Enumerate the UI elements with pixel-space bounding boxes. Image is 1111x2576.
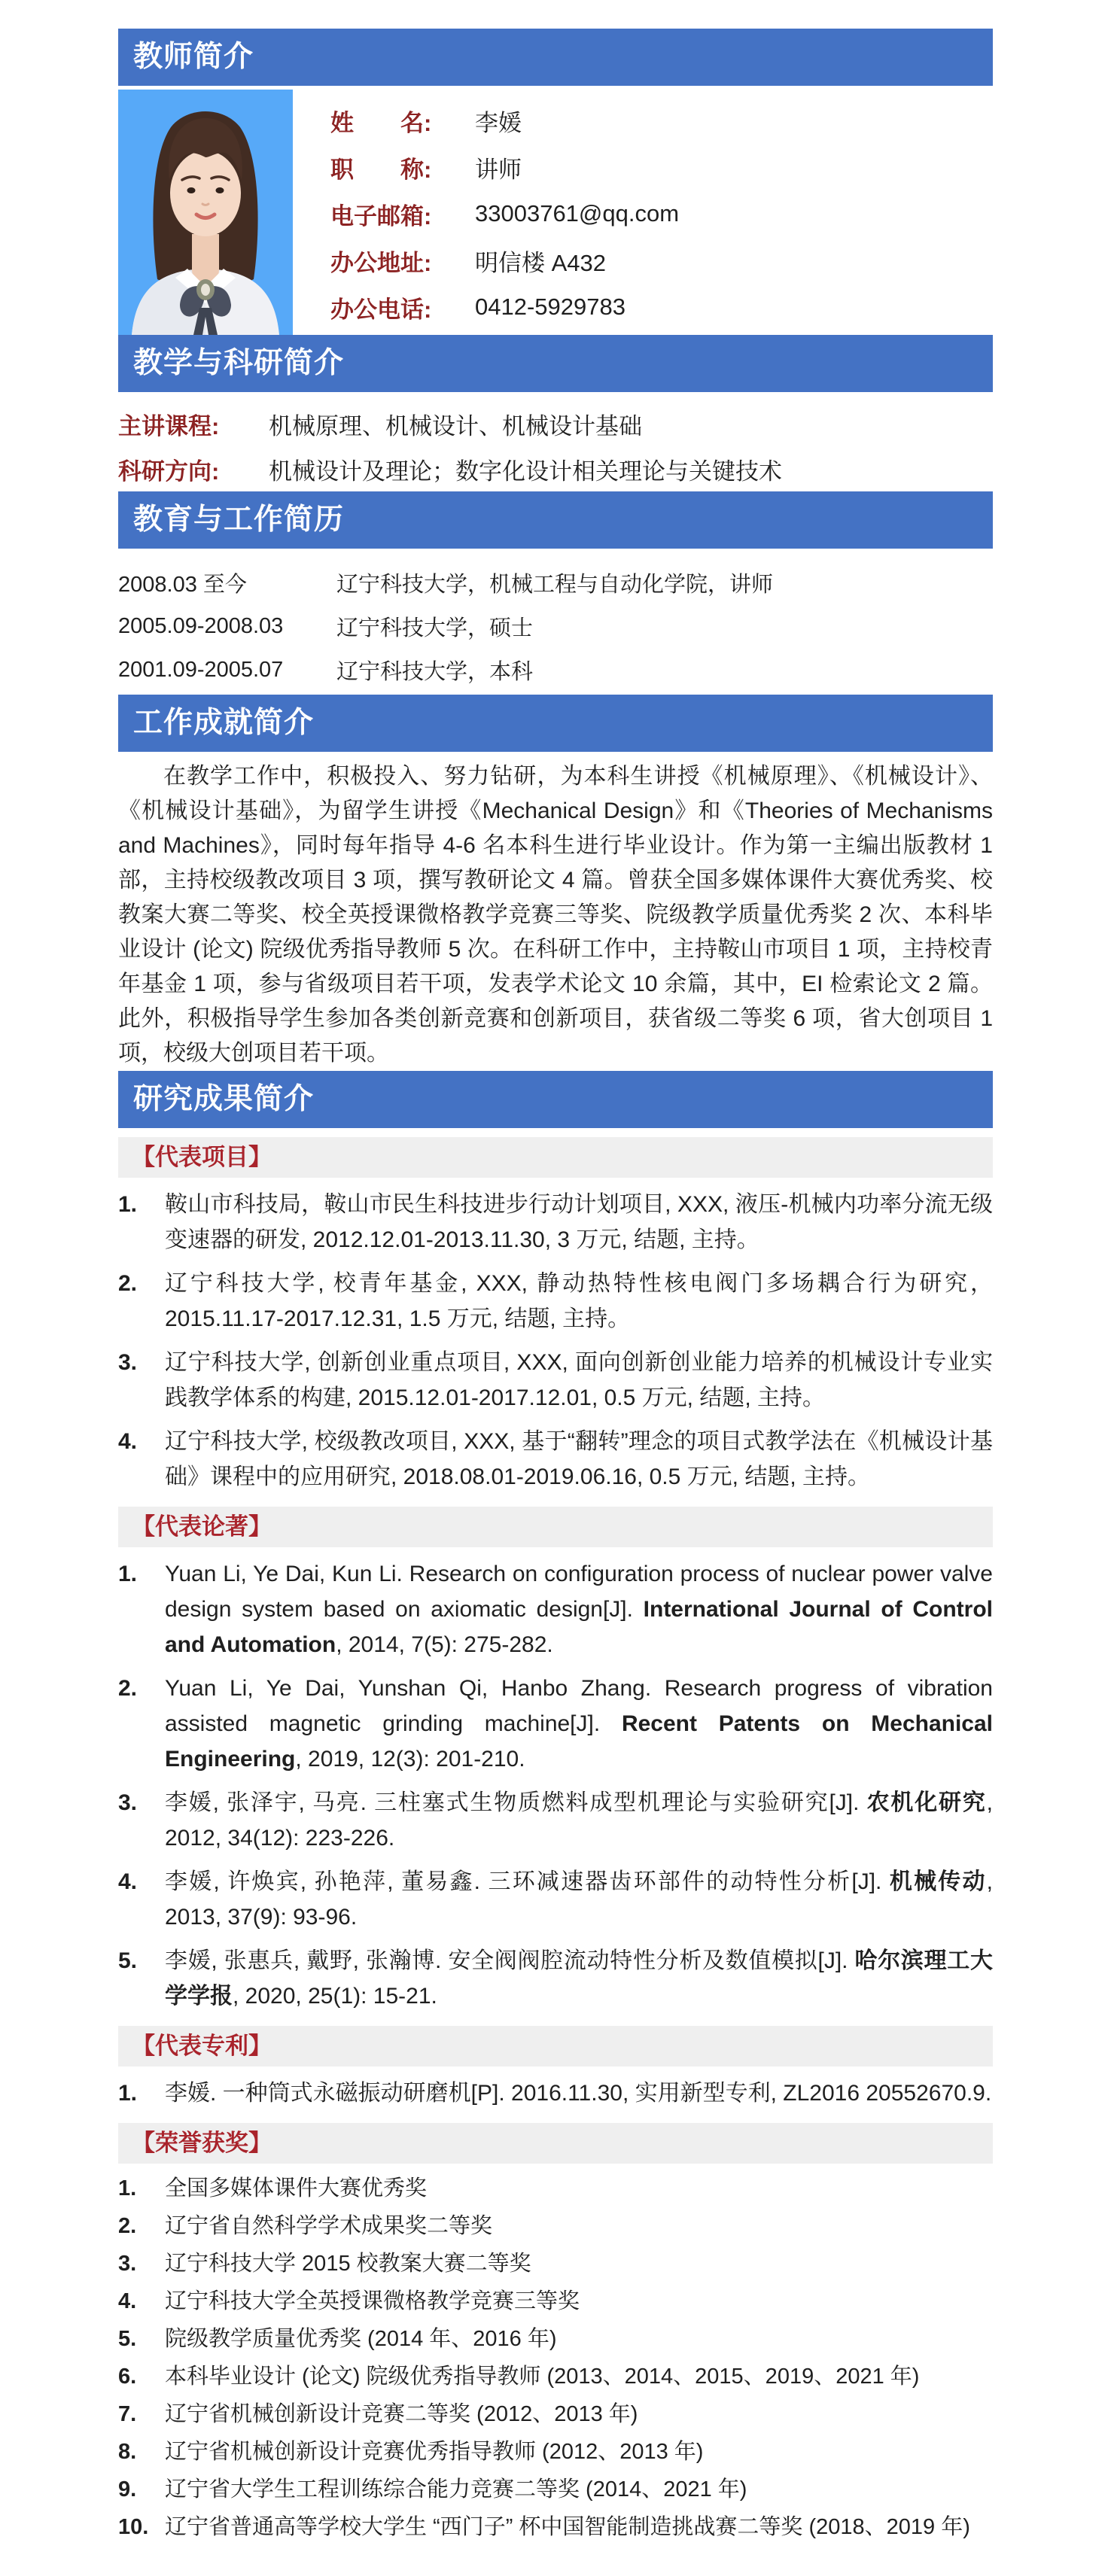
portrait-photo-image xyxy=(118,90,293,335)
paper-item-pages: , 2012, 34(12): 223-226. xyxy=(165,1790,993,1851)
profile-field-label: 办公电话: xyxy=(330,296,432,323)
section-bar-teacher-intro xyxy=(118,29,993,86)
paper-item-pages: , 2014, 7(5): 275-282. xyxy=(336,1632,553,1657)
award-item xyxy=(118,2433,993,2471)
paper-item-citation: 李媛, 张惠兵, 戴野, 张瀚博. 安全阀阀腔流动特性分析及数值模拟[J]. xyxy=(165,1948,855,1973)
profile-field-row xyxy=(330,237,993,284)
teaching-row xyxy=(118,446,993,491)
profile-field-label: 职 称: xyxy=(330,156,432,183)
award-item-text: 辽宁省机械创新设计竞赛二等奖 (2012、2013 年) xyxy=(165,2402,638,2426)
paper-item-number: 5. xyxy=(118,1948,138,1973)
section-bar-research-achievement xyxy=(118,1071,993,1128)
paper-item-citation: Yuan Li, Ye Dai, Kun Li. Research on configuration process of nuclear power valve design system based on axiomatic design[J]. xyxy=(165,1562,993,1622)
education-row xyxy=(118,648,993,692)
award-item-number: 5. xyxy=(118,2327,137,2351)
award-item-number: 6. xyxy=(118,2365,137,2389)
section-bar-teaching-research xyxy=(118,335,993,392)
award-item-text: 本科毕业设计 (论文) 院级优秀指导教师 (2013、2014、2015、2019、2021 年) xyxy=(165,2365,920,2389)
award-item xyxy=(118,2245,993,2283)
education-row xyxy=(118,561,993,604)
education-period: 2001.09-2005.07 xyxy=(118,657,284,682)
paper-item-number: 2. xyxy=(118,1676,138,1701)
paper-item-number: 3. xyxy=(118,1790,138,1815)
award-item-number: 9. xyxy=(118,2477,137,2501)
paper-item-number: 1. xyxy=(118,1562,138,1586)
paper-item-citation: 李媛, 张泽宇, 马亮. 三柱塞式生物质燃料成型机理论与实验研究[J]. xyxy=(165,1790,867,1815)
patent-item-text: 李媛. 一种筒式永磁振动研磨机[P]. 2016.11.30, 实用新型专利, ZL2016 20552670.9. xyxy=(165,2081,992,2106)
awards-list xyxy=(118,2170,993,2546)
subsection-heading-patents: 【代表专利】 xyxy=(118,2026,993,2067)
award-item-number: 2. xyxy=(118,2214,137,2238)
project-item-text: 鞍山市科技局，鞍山市民生科技进步行动计划项目, XXX, 液压-机械内功率分流无级变速器的研发, 2012.12.01-2013.11.30, 3 万元, 结题, 主持。 xyxy=(165,1192,993,1252)
award-item xyxy=(118,2320,993,2358)
award-item xyxy=(118,2358,993,2395)
award-item-text: 辽宁科技大学全英授课微格教学竞赛三等奖 xyxy=(165,2289,580,2313)
profile-field-row xyxy=(330,144,993,190)
education-detail: 辽宁科技大学，机械工程与自动化学院，讲师 xyxy=(336,572,774,597)
profile-section xyxy=(118,90,993,335)
teaching-row-value: 机械原理、机械设计、机械设计基础 xyxy=(269,412,642,439)
paper-item-citation: 李媛, 许焕宾, 孙艳萍, 董易鑫. 三环减速器齿环部件的动特性分析[J]. xyxy=(165,1869,890,1894)
section-bar-teaching-research-label: 教学与科研简介 xyxy=(133,347,345,379)
paper-item-journal: International Journal of Control and Automation xyxy=(165,1597,993,1657)
work-achievement-paragraph: 在教学工作中，积极投入、努力钻研，为本科生讲授《机械原理》、《机械设计》、《机械设计基础》，为留学生讲授《Mechanical Design》和《Theories of Mechanisms and Machines》，同时每年指导 4-6 名本科生进行毕业设计。作为第一主编出版教材 1 部，主持校级教改项目 3 项，撰写教研论文 4 篇。曾获全国多媒体课件大赛优秀奖、校教案大赛二等奖、校全英授课微格教学竞赛三等奖、院级教学质量优秀奖 2 次、本科毕业设计 (论文) 院级优秀指导教师 5 次。在科研工作中，主持鞍山市项目 1 项，主持校青年基金 1 项，参与省级项目若干项，发表学术论文 10 余篇，其中，EI 检索论文 2 篇。此外，积极指导学生参加各类创新竞赛和创新项目，获省级二等奖 6 项，省大创项目 1 项，校级大创项目若干项。 xyxy=(118,764,993,1066)
paper-item-text xyxy=(165,1556,993,1662)
paper-item xyxy=(118,1864,993,1935)
project-item-text: 辽宁科技大学, 校级教改项目, XXX, 基于“翻转”理念的项目式教学法在《机械设计基础》课程中的应用研究, 2018.08.01-2019.06.16, 0.5 万元, 结题, 主持。 xyxy=(165,1429,993,1489)
paper-item-text xyxy=(165,1671,993,1777)
education-row xyxy=(118,604,993,648)
section-bar-teacher-intro-label: 教师简介 xyxy=(133,41,254,73)
teaching-row-value: 机械设计及理论；数字化设计相关理论与关键技术 xyxy=(269,458,782,485)
teaching-row-label: 科研方向: xyxy=(118,458,220,485)
award-item xyxy=(118,2508,993,2546)
paper-item-pages: , 2019, 12(3): 201-210. xyxy=(295,1747,525,1772)
award-item-number: 8. xyxy=(118,2440,137,2464)
profile-field-value: 明信楼 A432 xyxy=(475,249,607,276)
profile-field-row xyxy=(330,190,993,237)
teaching-row xyxy=(118,401,993,446)
project-item-number: 2. xyxy=(118,1271,138,1296)
award-item-text: 辽宁省自然科学学术成果奖二等奖 xyxy=(165,2214,493,2238)
award-item xyxy=(118,2170,993,2207)
project-item-number: 3. xyxy=(118,1350,138,1375)
award-item-text: 辽宁科技大学 2015 校教案大赛二等奖 xyxy=(165,2252,531,2276)
paper-item xyxy=(118,1943,993,2014)
project-item xyxy=(118,1345,993,1416)
paper-item-journal: 农机化研究 xyxy=(866,1790,987,1815)
section-bar-education-work-label: 教育与工作简历 xyxy=(133,503,345,536)
profile-field-value: 33003761@qq.com xyxy=(475,200,680,227)
education-detail: 辽宁科技大学，本科 xyxy=(336,659,534,684)
project-item xyxy=(118,1187,993,1258)
profile-fields xyxy=(330,90,993,335)
award-item-number: 3. xyxy=(118,2252,137,2276)
projects-list xyxy=(118,1187,993,1495)
paper-item xyxy=(118,1785,993,1856)
award-item-text: 全国多媒体课件大赛优秀奖 xyxy=(165,2176,428,2200)
paper-item-text xyxy=(165,1864,993,1935)
award-item xyxy=(118,2471,993,2508)
award-item-text: 辽宁省机械创新设计竞赛优秀指导教师 (2012、2013 年) xyxy=(165,2440,704,2464)
subsection-heading-awards: 【荣誉获奖】 xyxy=(118,2123,993,2164)
award-item-number: 10. xyxy=(118,2515,149,2539)
paper-item-number: 4. xyxy=(118,1869,138,1894)
paper-item-journal: 哈尔滨理工大学学报 xyxy=(165,1948,993,2009)
award-item-text: 院级教学质量优秀奖 (2014 年、2016 年) xyxy=(165,2327,557,2351)
project-item-number: 4. xyxy=(118,1429,138,1454)
profile-field-value: 0412-5929783 xyxy=(475,293,626,320)
paper-item-journal: Recent Patents on Mechanical Engineering xyxy=(165,1711,994,1772)
project-item xyxy=(118,1266,993,1337)
patent-item xyxy=(118,2076,993,2111)
award-item xyxy=(118,2207,993,2245)
section-bar-work-achievement-label: 工作成就简介 xyxy=(133,707,315,739)
award-item-number: 4. xyxy=(118,2289,137,2313)
education-period: 2008.03 至今 xyxy=(118,572,247,597)
profile-field-value: 讲师 xyxy=(475,156,522,183)
project-item-number: 1. xyxy=(118,1192,138,1217)
award-item xyxy=(118,2283,993,2320)
award-item-text: 辽宁省普通高等学校大学生 “西门子” 杯中国智能制造挑战赛二等奖 (2018、2019 年) xyxy=(165,2515,970,2539)
award-item xyxy=(118,2395,993,2433)
profile-field-value: 李媛 xyxy=(475,109,522,136)
project-item-text: 辽宁科技大学, 创新创业重点项目, XXX, 面向创新创业能力培养的机械设计专业实践教学体系的构建, 2015.12.01-2017.12.01, 0.5 万元, 结题, 主持。 xyxy=(165,1350,993,1410)
patents-list xyxy=(118,2076,993,2111)
section-bar-research-achievement-label: 研究成果简介 xyxy=(133,1083,315,1115)
award-item-number: 7. xyxy=(118,2402,137,2426)
papers-list xyxy=(118,1556,993,2014)
paper-item-pages: , 2020, 25(1): 15-21. xyxy=(233,1984,437,2009)
project-item xyxy=(118,1424,993,1495)
award-item-number: 1. xyxy=(118,2176,137,2200)
section-bar-education-work xyxy=(118,491,993,549)
teaching-row-label: 主讲课程: xyxy=(118,412,220,439)
profile-field-label: 姓 名: xyxy=(330,109,432,136)
paper-item-pages: , 2013, 37(9): 93-96. xyxy=(165,1869,993,1930)
education-detail: 辽宁科技大学，硕士 xyxy=(336,616,534,640)
profile-field-row xyxy=(330,284,993,330)
paper-item-journal: 机械传动 xyxy=(889,1869,987,1894)
award-item-text: 辽宁省大学生工程训练综合能力竞赛二等奖 (2014、2021 年) xyxy=(165,2477,747,2501)
section-bar-work-achievement xyxy=(118,695,993,752)
paper-item-text xyxy=(165,1943,993,2014)
profile-field-label: 电子邮箱: xyxy=(330,202,432,230)
education-period: 2005.09-2008.03 xyxy=(118,613,284,638)
education-rows xyxy=(118,553,993,695)
paper-item-text xyxy=(165,1785,993,1856)
profile-field-label: 办公地址: xyxy=(330,249,432,276)
subsection-heading-papers: 【代表论著】 xyxy=(118,1507,993,1547)
project-item-text: 辽宁科技大学, 校青年基金, XXX, 静动热特性核电阀门多场耦合行为研究，2015.11.17-2017.12.31, 1.5 万元, 结题, 主持。 xyxy=(165,1271,993,1331)
teaching-rows xyxy=(118,397,993,491)
paper-item xyxy=(118,1556,993,1662)
profile-field-row xyxy=(330,97,993,144)
subsection-heading-projects: 【代表项目】 xyxy=(118,1137,993,1178)
portrait-photo xyxy=(118,90,293,335)
paper-item-citation: Yuan Li, Ye Dai, Yunshan Qi, Hanbo Zhang. Research progress of vibration assisted magnetic grinding machine[J]. xyxy=(165,1676,993,1736)
paper-item xyxy=(118,1671,993,1777)
patent-item-number: 1. xyxy=(118,2081,138,2106)
